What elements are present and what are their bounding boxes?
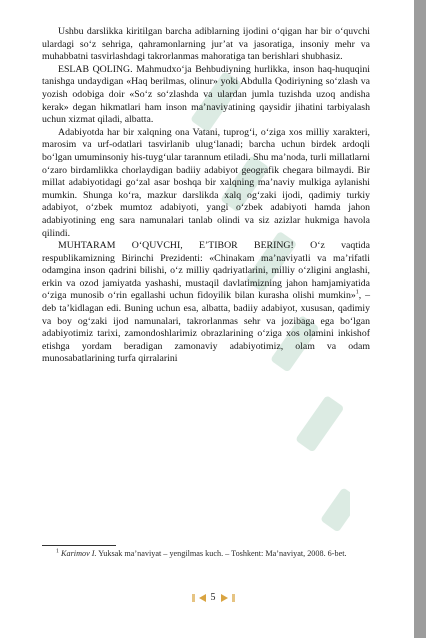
footnote-author: Karimov I. [61, 549, 97, 558]
body-text [42, 26, 370, 366]
footnote-text: Yuksak ma’naviyat – yengilmas kuch. – Toshkent: Ma’naviyat, 2008. 6-bet. [98, 549, 347, 558]
footnote [42, 549, 370, 560]
page-edge-bar [414, 0, 426, 638]
footnote-reference: 1 [355, 290, 359, 297]
paragraph-attention [42, 240, 370, 366]
paragraph-literature: Adabiyotda har bir xalqning ona Vatani, tuprog‘i, o‘ziga xos milliy xarakteri, marosim va urf-odatlari tasvirlanib ulug‘lanadi; barcha uchun birdek ardoqli bo‘lgan umuminsoniy his-tuyg‘ular tarannum etiladi. Shu ma’noda, turli millatlarni o‘zaro birdamlikka chorlaydigan badiiy adabiyot geografik chegara bilmaydi. Bir millat adabiyotidagi go‘zal asar boshqa bir xalqning ma’naviy mulkiga aylanishi mumkin. Shunga ko‘ra, mazkur darslikda xalq og‘zaki ijodi, qadimiy turkiy adabiyot, o‘zbek mumtoz adabiyoti, yangi o‘zbek adabiyoti hamda jahon adabiyotining eng sara namunalari tanlab olindi va siz azizlar hukmiga havola qilindi. [42, 126, 370, 239]
ornament-right-arrow-icon [221, 594, 228, 602]
page-number: 5 [210, 592, 216, 603]
paragraph-remember: ESLAB QOLING. Mahmudxo‘ja Behbudiyning hurlikka, inson haq-huquqini tanishga undaydigan «Haq berilmas, olinur» yoki Abdulla Qodiriyning so‘zlash va yozish odobiga doir «So‘z so‘zlashda va ulardan jumla tuzishda uzoq andisha kerak» degan hikmatlari ham inson ma’naviyatining qaysidir jihatini tarbiyalash uchun xizmat qiladi, albatta. [42, 63, 370, 126]
paragraph-attention-end: , – deb ta’kidlagan edi. Buning uchun esa, albatta, badiiy adabiyot, xususan, qadimiy va boy og‘zaki ijod namunalari, takrorlanmas sehr va jozibaga ega bo‘lgan adabiyotimiz tarixi, zamondoshlarimiz obrazlarining o‘ziga xos olamini inkishof etishga yordam beradigan zamonaviy adabiyotimiz, olam va odam munosabatlarining turfa qirralarini [42, 290, 370, 365]
page-number-footer [0, 592, 426, 603]
footnote-marker: 1 [56, 548, 59, 555]
ornament-left-arrow-icon [199, 594, 206, 602]
ornament-bar-right-icon [232, 594, 235, 602]
paragraph-intro: Ushbu darslikka kiritilgan barcha adiblarning ijodini o‘qigan har bir o‘quvchi ulardagi so‘z sehriga, qahramonlarning jur’at va jasoratiga, insoniy mehr va muhabbatni tasvirlashdagi takrorlanmas mahoratiga tan berishlari shubhasiz. [42, 26, 370, 63]
footnote-separator [42, 545, 116, 546]
ornament-bar-left-icon [192, 594, 195, 602]
paragraph-attention-start: MUHTARAM O‘QUVCHI, E’TIBOR BERING! O‘z vaqtida respublikamizning Birinchi Prezidenti: «Chinakam ma’naviyatli va ma’rifatli odamgina inson qadrini bilishi, o‘z milliy qadriyatlarini, milliy o‘zligini anglashi, erkin va ozod jamiyatda yashashi, mustaqil davlatimizning jahon hamjamiyatida o‘ziga munosib o‘rin egallashi uchun fidoyilik bilan kurasha olishi mumkin» [42, 240, 370, 302]
